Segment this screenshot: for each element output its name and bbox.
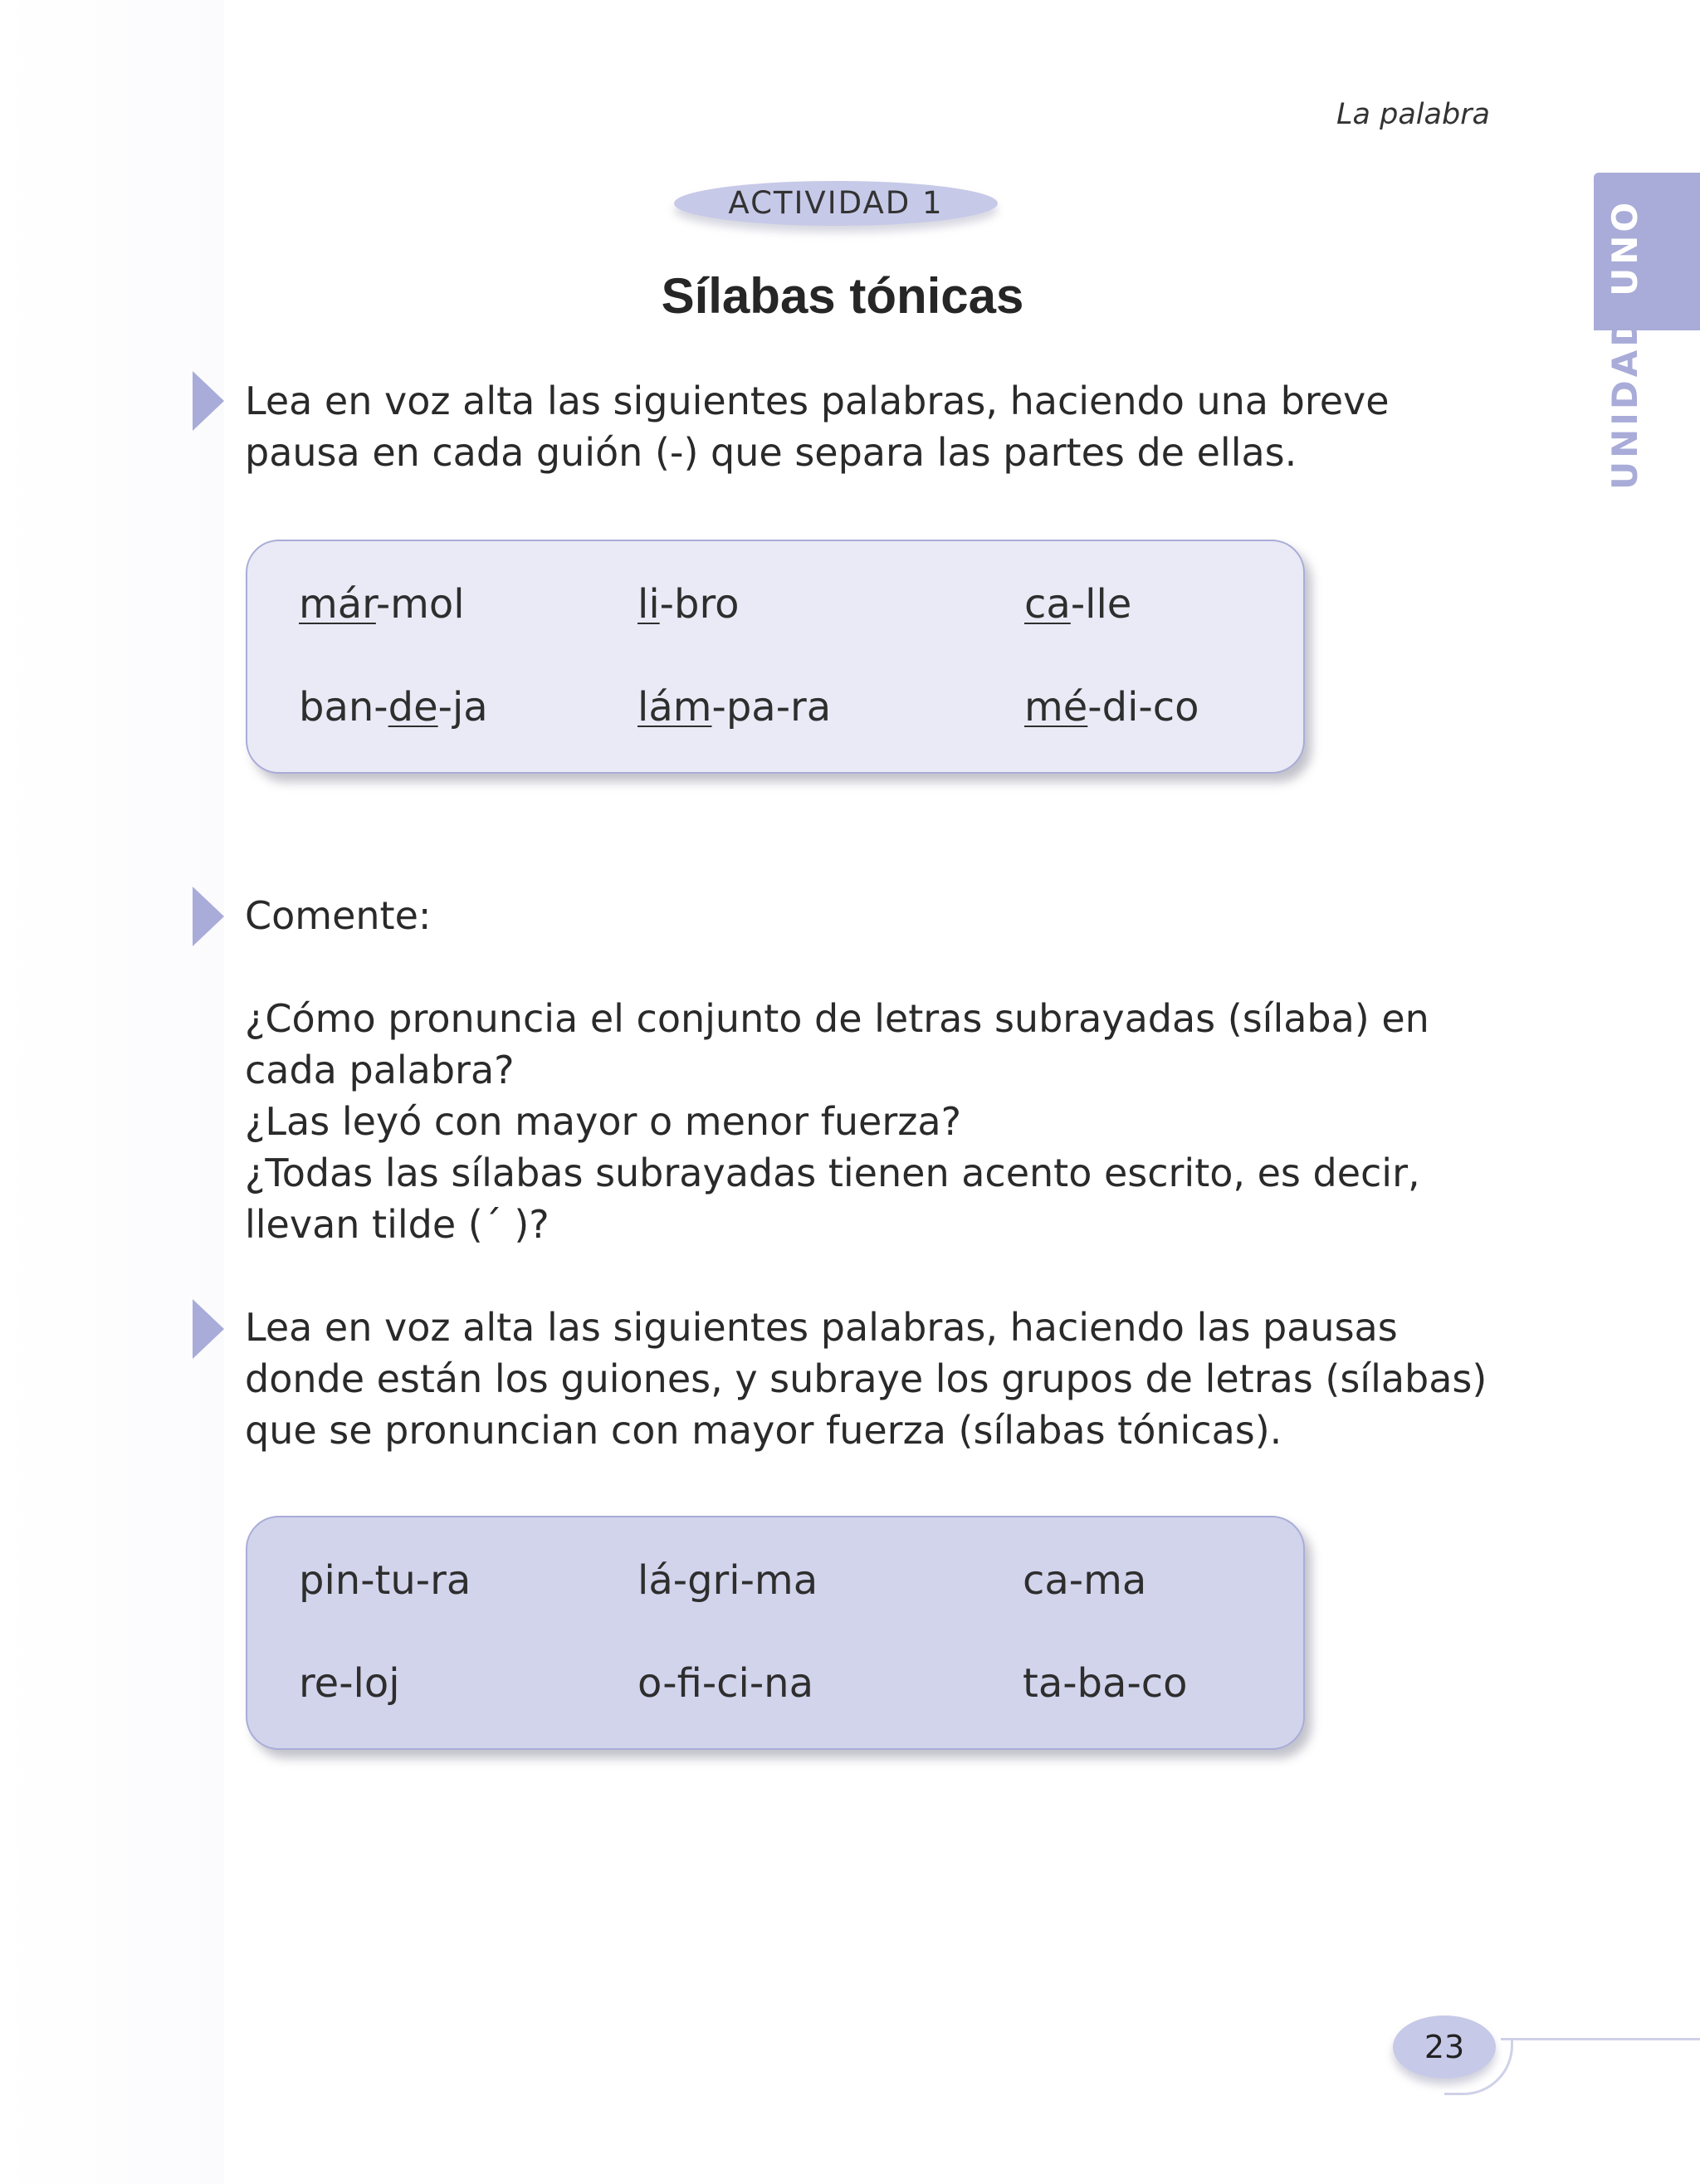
instruction-underline: Lea en voz alta las siguientes palabras, haciendo las pausas donde están los guiones, y subraye los grupos de letras (sílabas) que se pronuncian con mayor fuerza (sílabas tónicas). xyxy=(245,1305,1488,1453)
arrow-bullet-icon xyxy=(193,1299,224,1359)
page-title: Sílabas tónicas xyxy=(661,268,1024,324)
comment-heading: Comente: xyxy=(245,893,432,938)
arrow-bullet-icon xyxy=(193,887,224,946)
word-item: már-mol xyxy=(299,581,465,628)
question-3: ¿Todas las sílabas subrayadas tienen acento escrito, es decir, llevan tilde (´ )? xyxy=(245,1151,1420,1247)
word-box-exercise xyxy=(246,1516,1305,1750)
unit-number-word: UNO xyxy=(1605,198,1645,296)
page-number: 23 xyxy=(1393,2015,1496,2079)
word-item: ta-ba-co xyxy=(1023,1660,1188,1707)
word-box-examples xyxy=(246,540,1305,774)
unit-word: UNIDAD xyxy=(1605,314,1645,490)
page-ornament-line xyxy=(1501,2038,1700,2040)
word-item: ban-de-ja xyxy=(299,684,488,730)
word-item: lá-gri-ma xyxy=(638,1557,818,1604)
word-item: pin-tu-ra xyxy=(299,1557,471,1604)
word-item: o-fi-ci-na xyxy=(638,1660,814,1707)
running-header: La palabra xyxy=(1336,98,1490,131)
instruction-read-aloud: Lea en voz alta las siguientes palabras, haciendo una breve pausa en cada guión (-) que separa las partes de ellas. xyxy=(245,379,1390,475)
question-2: ¿Las leyó con mayor o menor fuerza? xyxy=(245,1099,962,1144)
word-item: re-loj xyxy=(299,1660,400,1707)
page-margin-shade xyxy=(0,0,224,2184)
word-item: lám-pa-ra xyxy=(638,684,832,730)
word-item: mé-di-co xyxy=(1024,684,1199,730)
word-item: li-bro xyxy=(638,581,740,628)
word-item: ca-ma xyxy=(1023,1557,1147,1604)
activity-badge: ACTIVIDAD 1 xyxy=(674,181,998,226)
word-item: ca-lle xyxy=(1024,581,1132,628)
question-1: ¿Cómo pronuncia el conjunto de letras subrayadas (sílaba) en cada palabra? xyxy=(245,996,1429,1092)
arrow-bullet-icon xyxy=(193,371,224,431)
